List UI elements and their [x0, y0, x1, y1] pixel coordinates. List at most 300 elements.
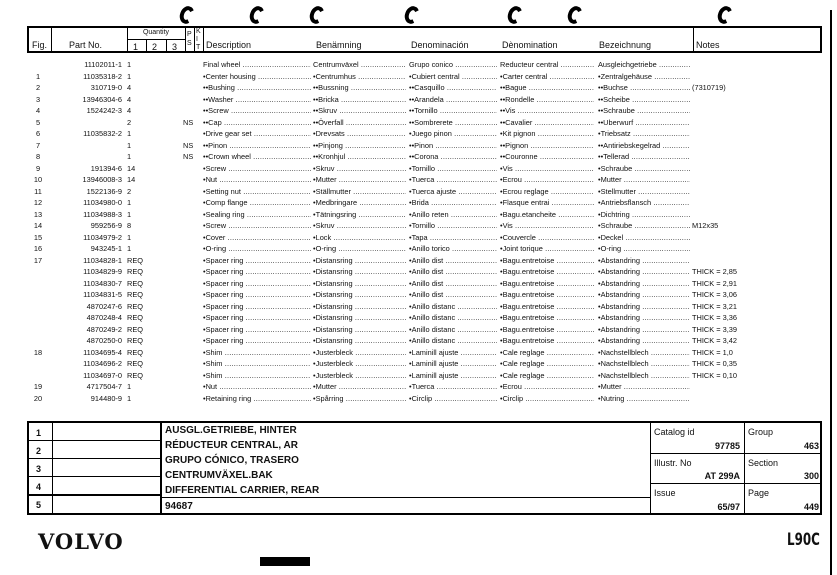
group-label: Group	[748, 427, 774, 437]
description-en: •Spacer ring .....	[203, 313, 311, 323]
col-benamning: Benämning	[316, 40, 362, 50]
description-es: •Tuerca .....	[409, 175, 497, 185]
description-en: ••Washer .....	[203, 95, 311, 105]
fig-number: 4	[35, 106, 41, 115]
description-es: ••Sombrerete .....	[409, 118, 497, 128]
description-en: Final wheel .....	[203, 60, 311, 70]
description-sv: •Ställmutter .....	[313, 187, 406, 197]
title-en: DIFFERENTIAL CARRIER, REAR	[165, 485, 320, 496]
description-de: •Nachstellblech .....	[598, 348, 690, 358]
description-sv: •Justerbleck .....	[313, 359, 406, 369]
col-ps: P S	[187, 31, 192, 47]
part-number: 11034695-4	[83, 347, 122, 357]
quantity: 1	[127, 244, 132, 253]
table-row	[0, 175, 837, 185]
description-sv: •Distansring .....	[313, 290, 406, 300]
part-number: 1524242-3	[86, 106, 122, 115]
description-fr: •Ecrou .....	[500, 175, 594, 185]
part-number: 959256-9	[90, 221, 122, 230]
col-denomination: Dènomination	[502, 40, 558, 50]
description-sv: •Distansring .....	[313, 302, 406, 312]
description-sv: •Spårring .....	[313, 394, 406, 404]
description-es: •Anillo dist .....	[409, 279, 497, 289]
group-value: 463	[803, 441, 819, 451]
fig-number: 1	[35, 71, 41, 81]
table-row	[0, 302, 837, 312]
part-number: 943245-1	[90, 244, 122, 253]
part-number: 1522136-9	[86, 186, 122, 196]
description-en: •Shim .....	[203, 359, 311, 369]
description-fr: •Kit pignon .....	[500, 129, 594, 139]
description-sv: •Justerbleck .....	[313, 371, 406, 381]
table-row	[0, 267, 837, 277]
catalog-id-value: 97785	[714, 441, 740, 451]
part-number: 11035318-2	[83, 71, 122, 81]
description-en: •Screw .....	[203, 221, 311, 231]
col-bezeichnung: Bezeichnung	[599, 40, 652, 50]
description-sv: Centrumväxel .....	[313, 60, 406, 70]
quantity: 1	[127, 71, 132, 81]
description-en: ••Screw .....	[203, 106, 311, 116]
description-sv: •O-ring .....	[313, 244, 406, 254]
table-row	[0, 198, 837, 208]
description-de: ••Scheibe .....	[598, 95, 690, 105]
description-fr: Reducteur central .....	[500, 60, 594, 70]
description-sv: •Mutter .....	[313, 175, 406, 185]
description-sv: •Medbringare .....	[313, 198, 406, 208]
quantity: REQ	[127, 267, 144, 276]
description-es: •Tapa .....	[409, 233, 497, 243]
table-row	[0, 210, 837, 220]
fig-number: 20	[33, 393, 43, 403]
illustr-label: Illustr. No	[654, 458, 692, 468]
notes: THICK = 0,35	[692, 359, 737, 368]
punch-hole-icon	[402, 4, 421, 26]
description-es: •Anillo distanc .....	[409, 325, 497, 335]
part-number: 4870249-2	[86, 324, 122, 334]
description-sv: •Distansring .....	[313, 256, 406, 266]
col-qty-2: 2	[152, 42, 158, 52]
description-de: •Schraube .....	[598, 164, 690, 174]
notes: (7310719)	[692, 83, 726, 92]
ps-flag: NS	[183, 140, 194, 150]
table-row	[0, 348, 837, 358]
description-fr: •Bagu.etancheite .....	[500, 210, 594, 220]
description-es: •Anillo distanc .....	[409, 313, 497, 323]
quantity: 1	[127, 393, 132, 403]
description-sv: ••Bricka .....	[313, 95, 406, 105]
description-de: •Abstandring .....	[598, 302, 690, 312]
description-sv: •Distansring .....	[313, 336, 406, 346]
punch-hole-icon	[505, 4, 524, 26]
fig-number: 7	[35, 140, 41, 150]
description-sv: ••Pinjong .....	[313, 141, 406, 151]
table-row	[0, 371, 837, 381]
description-de: •Abstandring .....	[598, 290, 690, 300]
title-fr: RÉDUCTEUR CENTRAL, AR	[165, 440, 298, 451]
description-fr: ••Couronne .....	[500, 152, 594, 162]
quantity: REQ	[127, 347, 144, 357]
description-sv: ••Skruv .....	[313, 106, 406, 116]
description-en: •Spacer ring .....	[203, 267, 311, 277]
description-fr: •Cale reglage .....	[500, 371, 594, 381]
parts-table-header	[27, 26, 822, 53]
quantity: REQ	[127, 301, 144, 311]
ps-flag: NS	[183, 117, 194, 127]
description-fr: ••Pignon .....	[500, 141, 594, 151]
notes: THICK = 1,0	[692, 347, 733, 357]
notes: THICK = 3,39	[692, 324, 737, 334]
ps-flag: NS	[183, 152, 194, 161]
description-de: •Nachstellblech .....	[598, 371, 690, 381]
description-en: •Shim .....	[203, 371, 311, 381]
quantity: 1	[127, 129, 132, 138]
description-de: •Dichtring .....	[598, 210, 690, 220]
description-fr: •Bagu.entretoise .....	[500, 325, 594, 335]
description-es: •Tornillo .....	[409, 221, 497, 231]
description-sv: •Justerbleck .....	[313, 348, 406, 358]
col-quantity: Quantity	[142, 29, 170, 36]
table-row	[0, 394, 837, 404]
description-en: ••Cap .....	[203, 118, 311, 128]
fig-number: 14	[33, 221, 43, 230]
description-fr: •Couvercle .....	[500, 233, 594, 243]
description-es: Grupo conico .....	[409, 60, 497, 70]
fig-number: 8	[35, 152, 41, 161]
description-de: •Stellmutter .....	[598, 187, 690, 197]
notes: THICK = 3,42	[692, 336, 737, 345]
part-number: 4870247-6	[86, 301, 122, 311]
description-en: •Center housing .....	[203, 72, 311, 82]
description-fr: •Vis .....	[500, 164, 594, 174]
table-row	[0, 279, 837, 289]
description-en: •O-ring .....	[203, 244, 311, 254]
quantity: REQ	[127, 313, 144, 322]
quantity: 2	[127, 117, 132, 127]
punch-hole-icon	[177, 4, 196, 26]
description-en: •Screw .....	[203, 164, 311, 174]
description-sv: •Distansring .....	[313, 325, 406, 335]
page-value: 449	[803, 502, 819, 512]
quantity: 1	[127, 60, 132, 69]
description-es: •Anillo distanc .....	[409, 336, 497, 346]
description-en: •Spacer ring .....	[203, 325, 311, 335]
description-fr: •Bagu.entretoise .....	[500, 313, 594, 323]
table-row	[0, 118, 837, 128]
part-number: 11102011-1	[84, 60, 122, 69]
table-row	[0, 313, 837, 323]
fig-number: 5	[35, 117, 41, 127]
description-fr: •Flasque entrai .....	[500, 198, 594, 208]
quantity: 4	[127, 106, 132, 115]
description-es: ••Casquillo .....	[409, 83, 497, 93]
col-qty-1: 1	[133, 42, 139, 52]
description-sv: ••Överfall .....	[313, 118, 406, 128]
table-row	[0, 244, 837, 254]
description-de: ••Buchse .....	[598, 83, 690, 93]
quantity: 14	[127, 163, 136, 173]
description-fr: •Cale reglage .....	[500, 359, 594, 369]
description-en: •Sealing ring .....	[203, 210, 311, 220]
col-fig: Fig.	[32, 40, 48, 50]
description-es: •Juego pinon .....	[409, 129, 497, 139]
quantity: 1	[127, 209, 132, 219]
description-en: •Nut .....	[203, 175, 311, 185]
description-es: ••Arandela .....	[409, 95, 497, 105]
quantity: 14	[127, 175, 136, 184]
part-number: 11034979-2	[83, 232, 122, 242]
description-en: •Setting nut .....	[203, 187, 311, 197]
notes: THICK = 3,06	[692, 290, 737, 299]
quantity: 1	[127, 140, 132, 150]
col-description: Description	[206, 40, 252, 50]
description-es: •Laminill ajuste .....	[409, 348, 497, 358]
fig-number: 13	[33, 209, 43, 219]
col-kit: K I T	[196, 28, 201, 51]
punch-hole-icon	[715, 4, 734, 26]
description-de: Ausgleichgetriebe .....	[598, 60, 690, 70]
description-es: •Cubiert central .....	[409, 72, 497, 82]
notes: THICK = 0,10	[692, 370, 737, 380]
description-de: •Zentralgehäuse .....	[598, 72, 690, 82]
issue-label: Issue	[654, 488, 676, 498]
model-name: L90C	[787, 530, 820, 550]
col-denominacion: Denominación	[411, 40, 469, 50]
notes: THICK = 2,85	[692, 267, 737, 276]
description-de: ••Uberwurf .....	[598, 118, 690, 128]
description-de: •Mutter .....	[598, 175, 690, 185]
notes: THICK = 3,36	[692, 313, 737, 322]
description-es: ••Pinon .....	[409, 141, 497, 151]
table-row	[0, 152, 837, 162]
description-sv: •Distansring .....	[313, 267, 406, 277]
quantity: 2	[127, 186, 132, 196]
quantity: REQ	[127, 278, 144, 288]
description-de: ••Schraube .....	[598, 106, 690, 116]
description-en: •Shim .....	[203, 348, 311, 358]
quantity: REQ	[127, 324, 144, 334]
quantity: 1	[127, 232, 132, 242]
description-de: •Schraube .....	[598, 221, 690, 231]
table-row	[0, 290, 837, 300]
description-fr: •Bagu.entretoise .....	[500, 336, 594, 346]
description-de: •Deckel .....	[598, 233, 690, 243]
description-en: •Drive gear set .....	[203, 129, 311, 139]
description-fr: ••Bague .....	[500, 83, 594, 93]
fig-number: 17	[33, 255, 43, 265]
title-de: AUSGL.GETRIEBE, HINTER	[165, 425, 297, 436]
part-number: 11034980-0	[83, 198, 122, 207]
description-es: ••Corona .....	[409, 152, 497, 162]
punch-hole-icon	[247, 4, 266, 26]
description-es: •Laminill ajuste .....	[409, 371, 497, 381]
illustr-value: AT 299A	[704, 471, 740, 481]
description-es: •Circlip .....	[409, 394, 497, 404]
description-fr: ••Cavalier .....	[500, 118, 594, 128]
part-number: 11034831-5	[83, 290, 122, 299]
table-row	[0, 141, 837, 151]
description-de: •Abstandring .....	[598, 279, 690, 289]
description-de: •Mutter .....	[598, 382, 690, 392]
col-part-no: Part No.	[69, 40, 103, 50]
fig-number: 10	[33, 175, 43, 184]
description-en: •Spacer ring .....	[203, 256, 311, 266]
description-sv: •Lock .....	[313, 233, 406, 243]
drawing-number: 94687	[165, 501, 193, 512]
description-de: •Antriebsflansch .....	[598, 198, 690, 208]
title-row-1: 1	[36, 428, 42, 438]
description-sv: •Drevsats .....	[313, 129, 406, 139]
quantity: 4	[127, 94, 132, 104]
part-number: 4870248-4	[86, 313, 122, 322]
description-fr: •Vis .....	[500, 221, 594, 231]
fig-number: 18	[33, 347, 43, 357]
fig-number: 9	[35, 163, 41, 173]
notes: THICK = 3,21	[692, 301, 737, 311]
part-number: 11034829-9	[83, 267, 122, 276]
quantity: 8	[127, 221, 132, 230]
table-row	[0, 256, 837, 266]
title-row-3: 3	[36, 464, 42, 474]
description-en: •Retaining ring .....	[203, 394, 311, 404]
title-row-5: 5	[36, 500, 42, 510]
table-row	[0, 60, 837, 70]
fig-number: 6	[35, 129, 41, 138]
description-fr: •Cale reglage .....	[500, 348, 594, 358]
part-number: 11035832-2	[83, 129, 122, 138]
description-fr: •Bagu.entretoise .....	[500, 256, 594, 266]
description-en: ••Bushing .....	[203, 83, 311, 93]
volvo-logo: VOLVO	[38, 529, 124, 554]
quantity: 1	[127, 152, 132, 161]
description-sv: ••Kronhjul .....	[313, 152, 406, 162]
table-row	[0, 336, 837, 346]
description-es: •Brida .....	[409, 198, 497, 208]
part-number: 11034828-1	[83, 255, 122, 265]
description-sv: •Distansring .....	[313, 313, 406, 323]
description-en: •Spacer ring .....	[203, 336, 311, 346]
table-row	[0, 221, 837, 231]
description-de: •Triebsatz .....	[598, 129, 690, 139]
quantity: REQ	[127, 255, 144, 265]
description-es: •Anillo dist .....	[409, 256, 497, 266]
part-number: 11034697-0	[83, 370, 122, 380]
table-row	[0, 382, 837, 392]
description-fr: •Ecrou .....	[500, 382, 594, 392]
section-value: 300	[803, 471, 819, 481]
description-fr: •Bagu.entretoise .....	[500, 290, 594, 300]
table-row	[0, 325, 837, 335]
description-fr: •Bagu.entretoise .....	[500, 279, 594, 289]
description-es: •Anillo torico .....	[409, 244, 497, 254]
description-es: •Anillo dist .....	[409, 290, 497, 300]
part-number: 13946008-3	[82, 175, 122, 184]
table-row	[0, 83, 837, 93]
description-de: •Abstandring .....	[598, 313, 690, 323]
table-row	[0, 187, 837, 197]
catalog-id-label: Catalog id	[654, 427, 695, 437]
fig-number: 2	[35, 83, 41, 92]
col-qty-3: 3	[172, 42, 178, 52]
table-row	[0, 164, 837, 174]
part-number: 11034988-3	[83, 209, 122, 219]
punch-hole-icon	[565, 4, 584, 26]
description-fr: •Bagu.entretoise .....	[500, 302, 594, 312]
fig-number: 11	[34, 186, 42, 196]
page-label: Page	[748, 488, 770, 498]
title-row-4: 4	[36, 482, 42, 492]
notes: M12x35	[692, 221, 719, 230]
description-de: •Nutring .....	[598, 394, 690, 404]
part-number: 11034696-2	[83, 359, 122, 368]
description-en: •Spacer ring .....	[203, 290, 311, 300]
part-number: 11034830-7	[83, 278, 122, 288]
description-de: •Abstandring .....	[598, 325, 690, 335]
quantity: REQ	[127, 370, 144, 380]
part-number: 914480-9	[90, 393, 122, 403]
part-number: 4717504-7	[86, 382, 122, 391]
table-row	[0, 106, 837, 116]
issue-value: 65/97	[717, 502, 740, 512]
description-es: •Laminill ajuste .....	[409, 359, 497, 369]
fig-number: 12	[33, 198, 43, 207]
fig-number: 19	[33, 382, 43, 391]
description-en: •Spacer ring .....	[203, 279, 311, 289]
title-es: GRUPO CÓNICO, TRASERO	[165, 455, 299, 466]
quantity: REQ	[127, 336, 144, 345]
description-en: •Comp flange .....	[203, 198, 311, 208]
title-row-2: 2	[36, 446, 42, 456]
description-sv: ••Bussning .....	[313, 83, 406, 93]
description-sv: •Distansring .....	[313, 279, 406, 289]
description-sv: •Centrumhus .....	[313, 72, 406, 82]
description-es: •Tuerca .....	[409, 382, 497, 392]
description-es: •Anillo dist .....	[409, 267, 497, 277]
table-row	[0, 359, 837, 369]
description-fr: •Circlip .....	[500, 394, 594, 404]
section-label: Section	[748, 458, 779, 468]
fig-number: 3	[35, 94, 41, 104]
description-es: •Tuerca ajuste .....	[409, 187, 497, 197]
table-row	[0, 129, 837, 139]
description-de: •O-ring .....	[598, 244, 690, 254]
description-en: •Nut .....	[203, 382, 311, 392]
description-es: •Anillo reten .....	[409, 210, 497, 220]
description-sv: •Mutter .....	[313, 382, 406, 392]
part-number: 4870250-0	[86, 336, 122, 345]
description-de: ••Antiriebskegelrad .....	[598, 141, 690, 151]
description-fr: •Ecrou reglage .....	[500, 187, 594, 197]
table-row	[0, 233, 837, 243]
title-sv: CENTRUMVÄXEL.BAK	[165, 470, 273, 481]
description-sv: •Skruv .....	[313, 164, 406, 174]
description-en: ••Crown wheel .....	[203, 152, 311, 162]
quantity: 1	[127, 198, 132, 207]
description-en: •Cover .....	[203, 233, 311, 243]
fig-number: 15	[33, 232, 43, 242]
description-fr: ••Vis .....	[500, 106, 594, 116]
description-es: •Anillo distanc .....	[409, 302, 497, 312]
description-fr: ••Rondelle .....	[500, 95, 594, 105]
table-row	[0, 95, 837, 105]
notes: THICK = 2,91	[692, 278, 737, 288]
description-fr: •Bagu.entretoise .....	[500, 267, 594, 277]
description-fr: •Carter central .....	[500, 72, 594, 82]
description-es: •Tornillo .....	[409, 164, 497, 174]
description-sv: •Skruv .....	[313, 221, 406, 231]
description-es: ••Tornillo .....	[409, 106, 497, 116]
table-row	[0, 72, 837, 82]
